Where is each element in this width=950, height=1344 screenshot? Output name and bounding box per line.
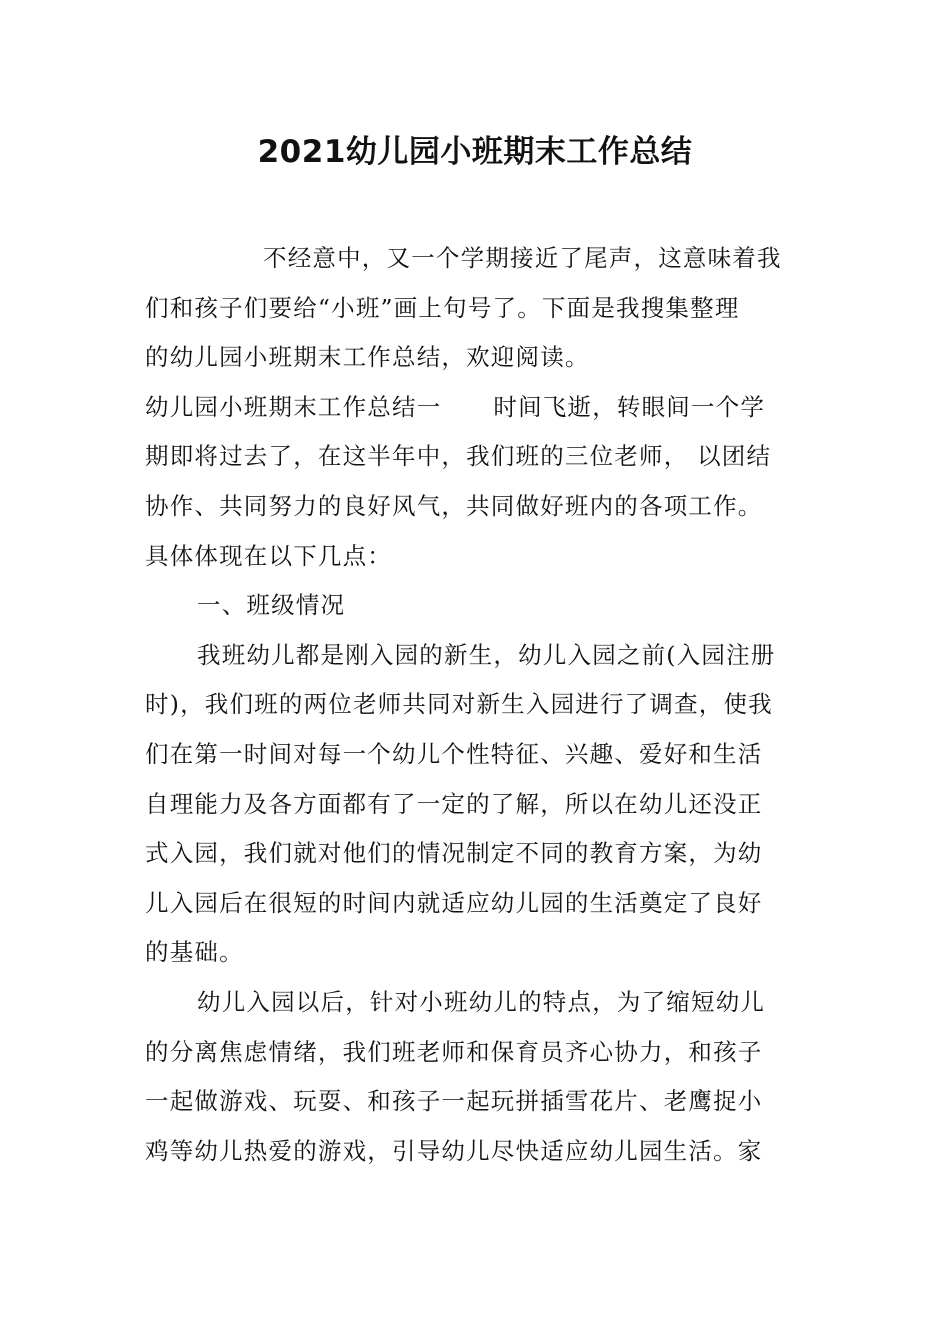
document-body bbox=[145, 234, 805, 1176]
section-heading: 幼儿园小班期末工作总结一 bbox=[145, 392, 442, 421]
body-line: 我班幼儿都是刚入园的新生，幼儿入园之前(入园注册 bbox=[197, 640, 776, 669]
body-line: 协作、共同努力的良好风气，共同做好班内的各项工作。 bbox=[145, 491, 763, 520]
body-line-fragment: 时间飞逝，转眼间一个学 bbox=[493, 392, 766, 421]
section-heading-line bbox=[145, 383, 805, 433]
body-line: 时)，我们班的两位老师共同对新生入园进行了调查，使我 bbox=[145, 690, 773, 719]
body-line: 一起做游戏、玩耍、和孩子一起玩拼插雪花片、老鹰捉小 bbox=[145, 1087, 763, 1116]
body-line: 幼儿入园以后，针对小班幼儿的特点，为了缩短幼儿 bbox=[197, 987, 766, 1016]
body-line: 鸡等幼儿热爱的游戏，引导幼儿尽快适应幼儿园生活。家 bbox=[145, 1136, 763, 1165]
body-line: 具体体现在以下几点： bbox=[145, 541, 392, 570]
body-line: 的基础。 bbox=[145, 938, 244, 967]
body-line: 儿入园后在很短的时间内就适应幼儿园的生活奠定了良好 bbox=[145, 888, 763, 917]
body-line: 不经意中，又一个学期接近了尾声，这意味着我 bbox=[263, 244, 782, 272]
body-line: 式入园，我们就对他们的情况制定不同的教育方案，为幼 bbox=[145, 839, 763, 868]
body-line: 们在第一时间对每一个幼儿个性特征、兴趣、爱好和生活 bbox=[145, 739, 763, 768]
subsection-heading: 一、班级情况 bbox=[197, 591, 346, 620]
document-title: 2021幼儿园小班期末工作总结 bbox=[257, 134, 693, 170]
body-line: 的分离焦虑情绪，我们班老师和保育员齐心协力，和孩子 bbox=[145, 1037, 763, 1066]
body-line: 期即将过去了，在这半年中，我们班的三位老师， 以团结 bbox=[145, 442, 772, 471]
body-line: 自理能力及各方面都有了一定的了解，所以在幼儿还没正 bbox=[145, 789, 763, 818]
body-line: 的幼儿园小班期末工作总结，欢迎阅读。 bbox=[145, 343, 590, 372]
body-line: 们和孩子们要给“小班”画上句号了。下面是我搜集整理 bbox=[145, 293, 740, 322]
